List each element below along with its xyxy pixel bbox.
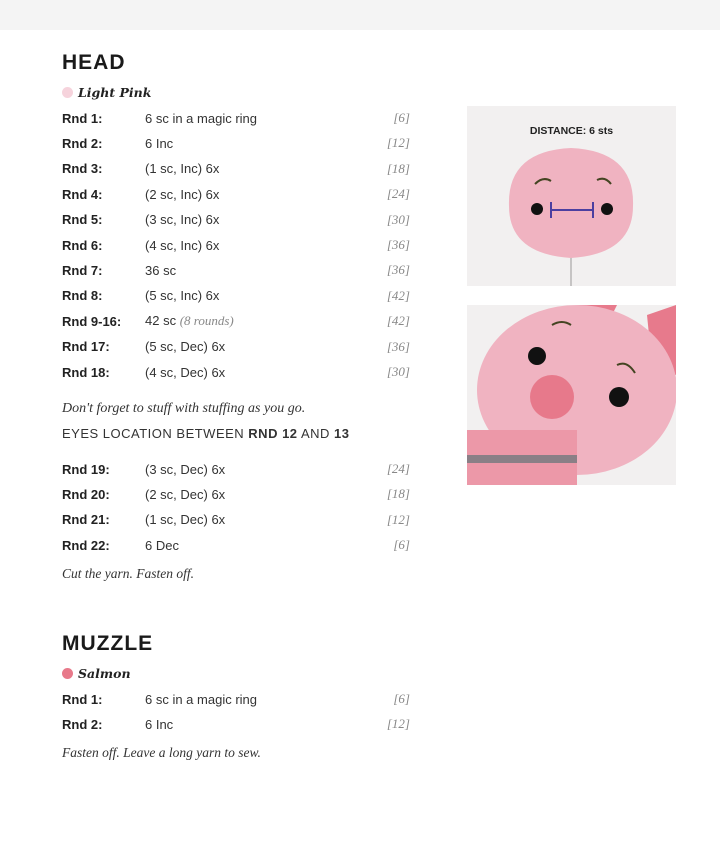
stitch-count: [36] <box>386 237 410 252</box>
round-label: Rnd 20: <box>62 486 110 502</box>
stitch-count: [12] <box>386 511 410 527</box>
muzzle-end-note: Fasten off. Leave a long yarn to sew. <box>62 745 261 760</box>
stitch-count: [6] <box>393 691 410 706</box>
round-label: Rnd 2: <box>62 135 103 151</box>
photo-pig-finished <box>467 305 676 485</box>
round-label: Rnd 1: <box>62 691 103 707</box>
pattern-row <box>62 535 410 555</box>
instruction-text: 6 sc in a magic ring <box>145 110 257 126</box>
eyes-rnd-b: 13 <box>334 426 350 441</box>
round-label: Rnd 7: <box>62 262 103 278</box>
pattern-row <box>62 133 410 153</box>
pattern-row <box>62 108 410 128</box>
instruction-text: (4 sc, Inc) 6x <box>145 237 220 253</box>
stitch-count: [18] <box>386 160 410 176</box>
stitch-count: [6] <box>393 537 410 553</box>
round-instruction <box>145 365 387 380</box>
round-instruction <box>145 187 387 202</box>
round-label: Rnd 19: <box>62 461 110 477</box>
instruction-text: (2 sc, Inc) 6x <box>145 186 220 202</box>
yarn-name: Light Pink <box>78 85 152 100</box>
pattern-row <box>62 510 410 530</box>
instruction-note: (8 rounds) <box>179 313 234 329</box>
pattern-row <box>62 689 410 709</box>
head-end-note: Cut the yarn. Fasten off. <box>62 566 194 581</box>
round-instruction <box>145 462 387 477</box>
round-instruction <box>145 288 387 303</box>
instruction-text: (5 sc, Dec) 6x <box>145 339 226 355</box>
stitch-count: [12] <box>386 135 410 151</box>
instruction-text: 6 Inc <box>145 135 174 151</box>
eyes-location-note <box>62 426 349 441</box>
instruction-text: (3 sc, Inc) 6x <box>145 212 220 228</box>
instruction-text: 36 sc <box>145 262 177 278</box>
pattern-row <box>62 210 410 230</box>
pattern-row <box>62 184 410 204</box>
pattern-row <box>62 484 410 504</box>
stitch-count: [24] <box>386 461 410 476</box>
photo-caption: DISTANCE: 6 sts <box>529 125 614 137</box>
eyes-text-mid: AND <box>297 426 335 441</box>
section-title-head: HEAD <box>62 51 126 74</box>
round-label: Rnd 8: <box>62 288 103 304</box>
round-instruction <box>145 136 387 151</box>
pattern-row <box>62 260 410 280</box>
eyes-rnd-a: RND 12 <box>248 426 298 441</box>
stitch-count: [18] <box>386 486 410 502</box>
yarn-name: Salmon <box>78 666 131 681</box>
pattern-row <box>62 362 410 382</box>
pattern-row <box>62 459 410 479</box>
round-instruction <box>145 538 393 553</box>
instruction-text: (3 sc, Dec) 6x <box>145 461 226 477</box>
pattern-row <box>62 337 410 357</box>
instruction-text: 6 Dec <box>145 537 179 553</box>
stitch-count: [30] <box>386 364 410 379</box>
pattern-row <box>62 311 410 331</box>
stuff-note: Don't forget to stuff with stuffing as you go. <box>62 401 306 416</box>
instruction-text: (1 sc, Inc) 6x <box>145 161 220 177</box>
pig-finished-image <box>467 305 676 485</box>
stitch-count: [36] <box>386 338 410 354</box>
round-instruction <box>145 512 387 527</box>
round-label: Rnd 5: <box>62 212 103 228</box>
pattern-row <box>62 286 410 306</box>
round-instruction <box>145 263 387 278</box>
instruction-text: (2 sc, Dec) 6x <box>145 486 226 502</box>
stitch-count: [42] <box>386 313 410 329</box>
round-label: Rnd 2: <box>62 716 103 732</box>
instruction-text: (5 sc, Inc) 6x <box>145 288 220 304</box>
eyes-text: EYES LOCATION BETWEEN <box>62 426 249 441</box>
round-instruction <box>145 161 387 176</box>
round-label: Rnd 9-16: <box>62 313 122 329</box>
instruction-text: 42 sc <box>145 313 177 329</box>
top-band <box>0 0 720 30</box>
round-label: Rnd 18: <box>62 364 110 380</box>
round-label: Rnd 21: <box>62 512 110 528</box>
stitch-count: [36] <box>386 262 410 278</box>
instruction-text: 6 Inc <box>145 716 174 732</box>
instruction-text: (4 sc, Dec) 6x <box>145 364 226 380</box>
section-title-muzzle: MUZZLE <box>62 632 154 655</box>
stitch-count: [24] <box>386 186 410 202</box>
round-label: Rnd 17: <box>62 339 110 355</box>
yarn-color-label <box>62 666 131 681</box>
round-instruction <box>145 212 387 227</box>
round-instruction <box>145 238 387 253</box>
round-label: Rnd 3: <box>62 161 103 177</box>
photo-head-eye-distance <box>467 106 676 286</box>
stitch-count: [6] <box>393 110 410 125</box>
round-instruction <box>145 339 387 354</box>
round-label: Rnd 6: <box>62 237 103 253</box>
round-instruction <box>145 487 387 502</box>
stitch-count: [42] <box>386 287 410 303</box>
instruction-text: (1 sc, Dec) 6x <box>145 512 226 528</box>
pattern-row <box>62 235 410 255</box>
pattern-row <box>62 159 410 179</box>
stitch-count: [30] <box>386 211 410 227</box>
round-instruction <box>145 313 387 329</box>
round-instruction <box>145 717 387 732</box>
instruction-text: 6 sc in a magic ring <box>145 691 257 707</box>
round-label: Rnd 1: <box>62 110 103 126</box>
round-label: Rnd 4: <box>62 186 103 202</box>
yarn-color-label <box>62 85 151 100</box>
yarn-swatch-icon <box>62 668 73 679</box>
round-instruction <box>145 111 393 126</box>
yarn-swatch-icon <box>62 87 73 98</box>
round-label: Rnd 22: <box>62 537 110 553</box>
pattern-row <box>62 714 410 734</box>
round-instruction <box>145 692 393 707</box>
stitch-count: [12] <box>386 716 410 732</box>
